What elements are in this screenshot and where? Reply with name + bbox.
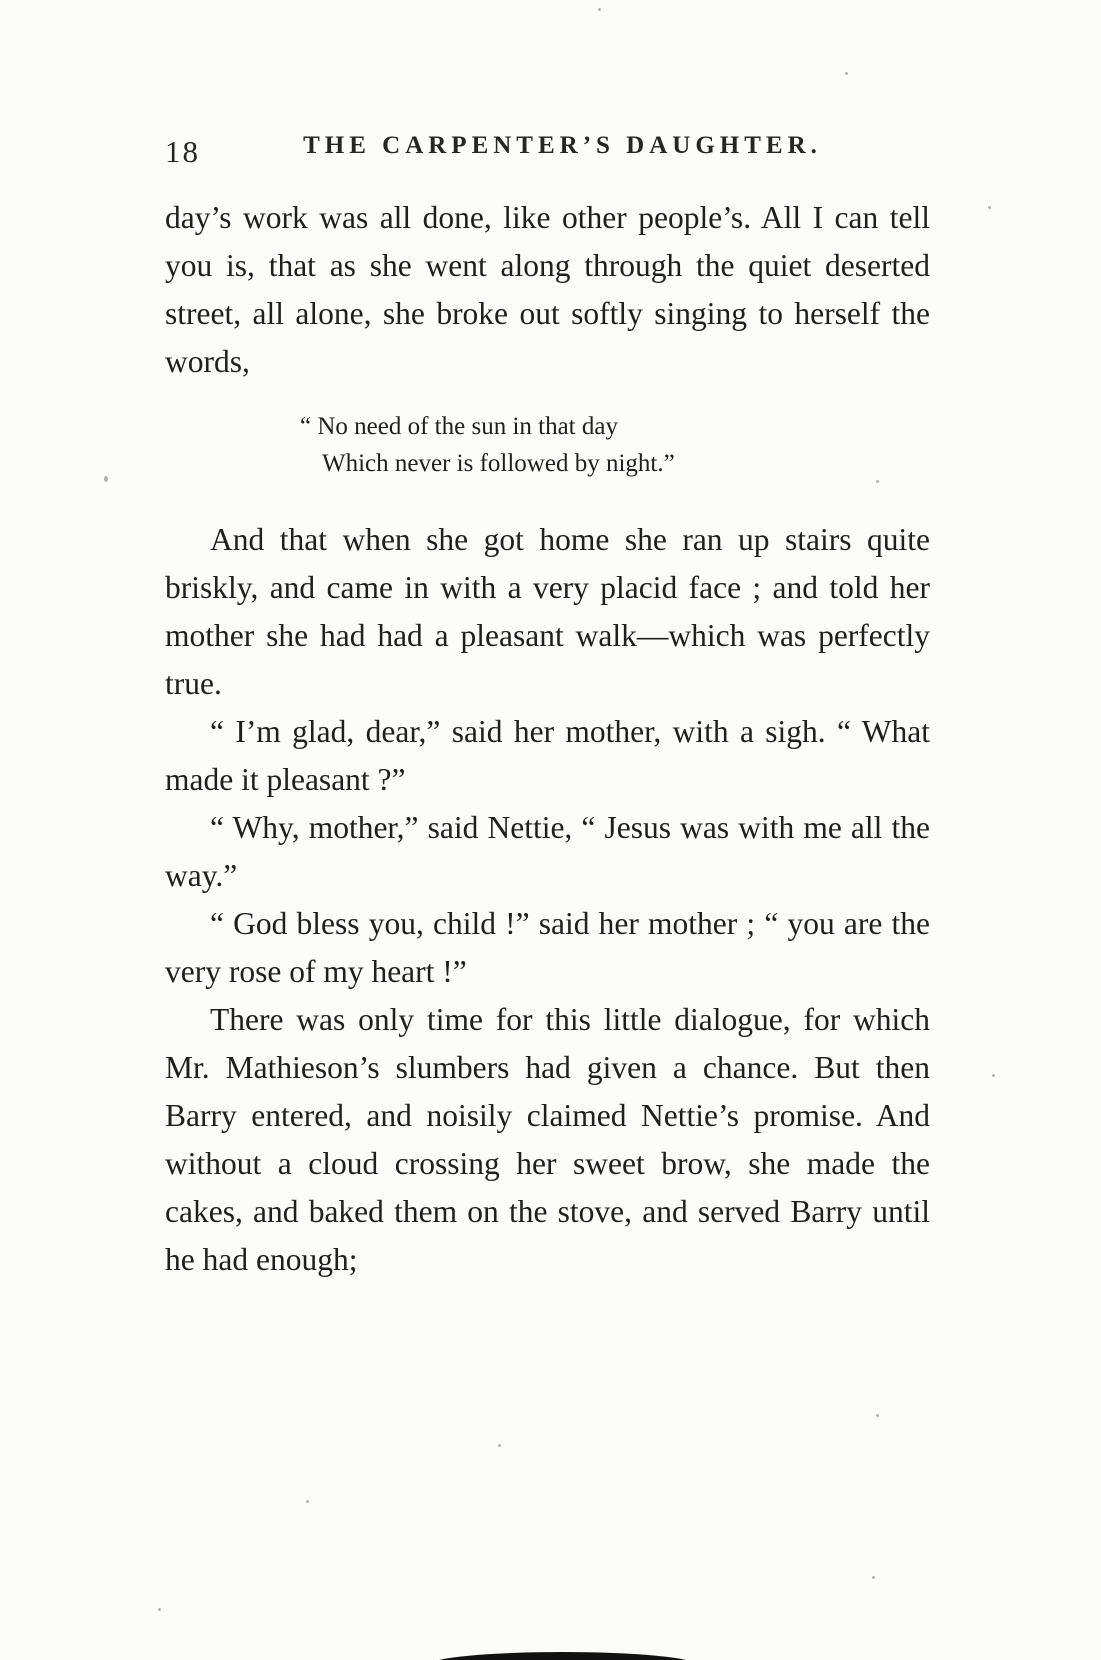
verse-line: “ No need of the sun in that day [300, 413, 618, 440]
scan-edge-artifact [430, 1652, 695, 1660]
paragraph: And that when she got home she ran up stairs quite briskly, and came in with a very placid face ; and told her mother she had had a pleasant walk—which was perfectly true. [165, 522, 930, 701]
paragraph: “ God bless you, child !” said her mother ; “ you are the very rose of my heart !” [165, 906, 930, 989]
scan-speck [306, 1500, 309, 1503]
scan-speck [104, 476, 108, 482]
page-body [165, 194, 930, 1284]
scan-speck [988, 206, 991, 209]
paragraph: There was only time for this little dialogue, for which Mr. Mathieson’s slumbers had given a chance. But then Barry entered, and noisily claimed Nettie’s promise. And without a cloud crossing her sweet brow, she made the cakes, and baked them on the stove, and served Barry until he had enough; [165, 1002, 930, 1277]
page-header [165, 132, 930, 174]
verse-line: Which never is followed by night.” [322, 450, 675, 477]
paragraph: “ I’m glad, dear,” said her mother, with a sigh. “ What made it pleasant ?” [165, 714, 930, 797]
scan-speck [498, 1444, 501, 1447]
scan-speck [876, 480, 879, 483]
scan-speck [845, 72, 848, 75]
scan-speck [872, 1576, 875, 1579]
scan-speck [876, 1414, 879, 1417]
paragraph: “ Why, mother,” said Nettie, “ Jesus was with me all the way.” [165, 810, 930, 893]
scan-speck [598, 8, 601, 11]
scan-speck [992, 1074, 995, 1077]
running-title: THE CARPENTER’S DAUGHTER. [303, 132, 822, 159]
scan-speck [158, 1608, 161, 1611]
verse [300, 408, 930, 482]
page-number: 18 [165, 134, 200, 169]
paragraph: day’s work was all done, like other people’s. All I can tell you is, that as she went along through the quiet deserted street, all alone, she broke out softly singing to herself the words, [165, 200, 930, 379]
